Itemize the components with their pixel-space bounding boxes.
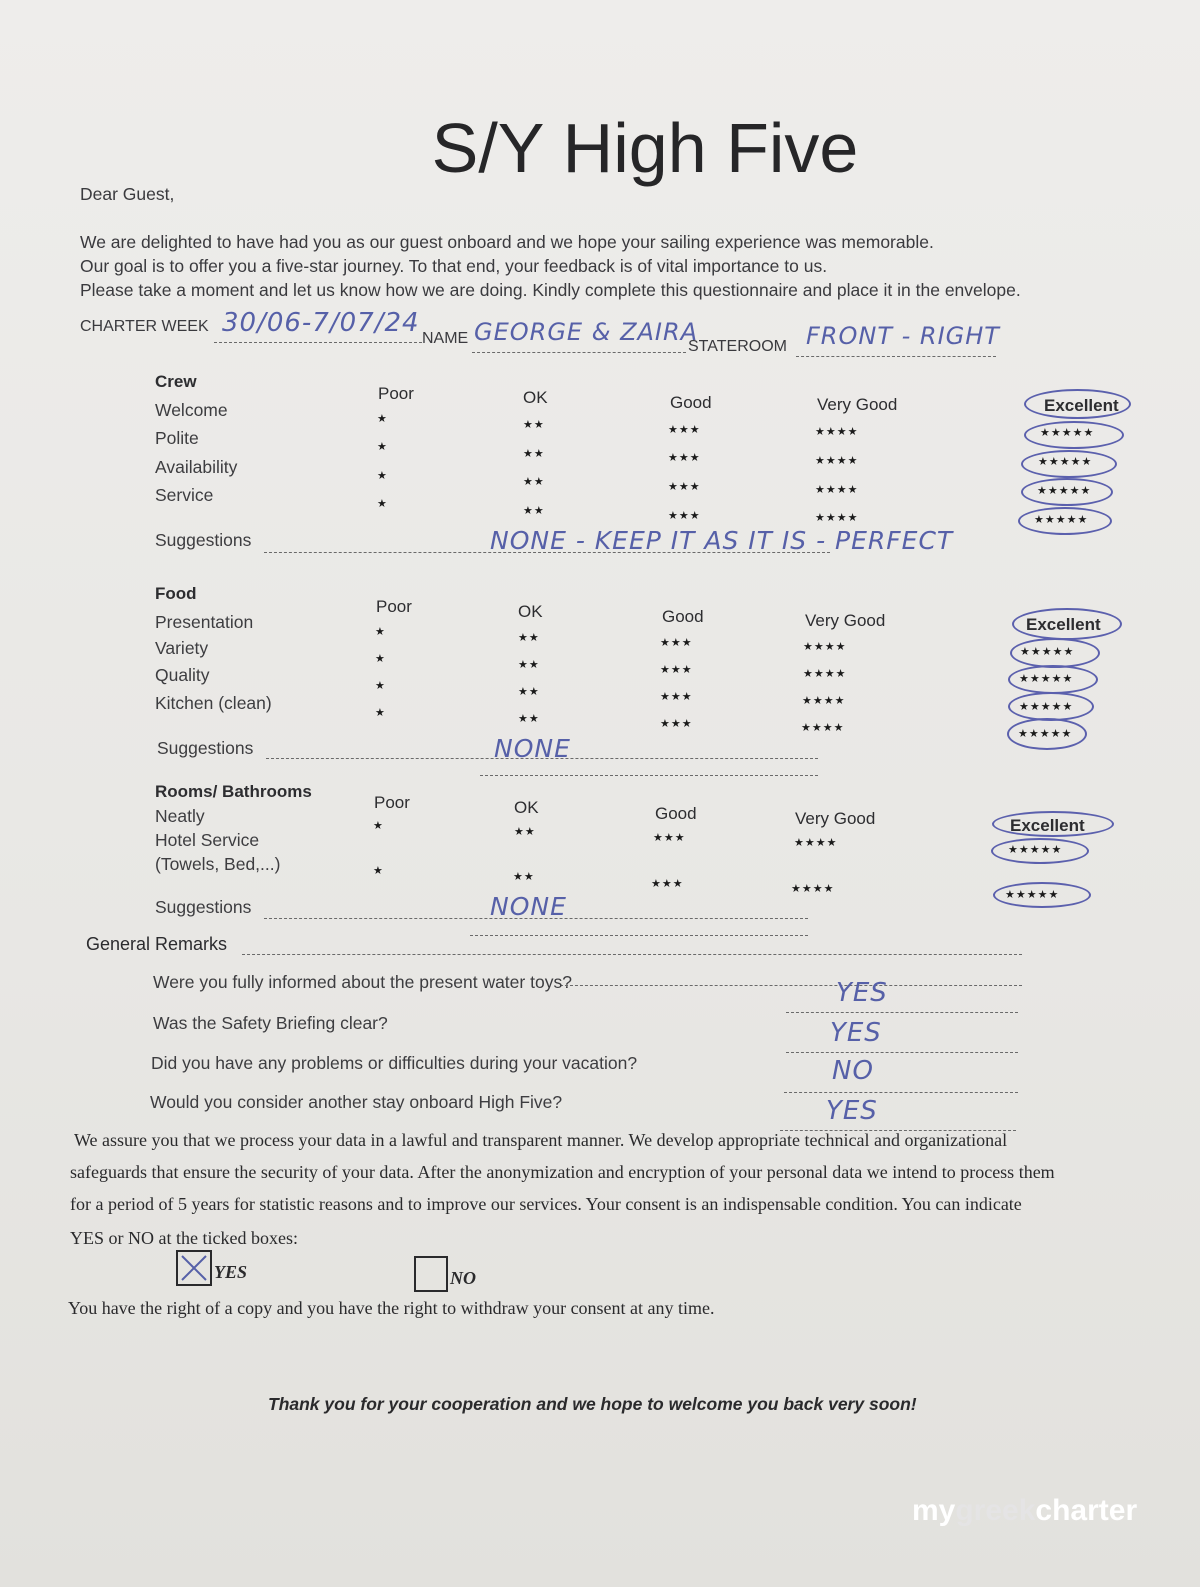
selection-circle [1010,638,1100,668]
food-row-label: Kitchen (clean) [155,693,272,713]
consent-no-checkbox[interactable] [414,1256,448,1292]
selection-circle [993,882,1091,908]
star-ok[interactable]: ★★ [514,826,536,838]
consent-yes-label: YES [214,1262,248,1282]
rooms-col-ok: OK [514,798,539,817]
crew-excellent-circle [1024,389,1131,419]
rooms-excellent-circle [992,811,1114,837]
closing-message: Thank you for your cooperation and we hope to welcome you back very soon! [268,1394,917,1414]
star-ok[interactable]: ★★ [518,659,540,671]
food-row-label: Presentation [155,612,254,632]
star-very-good[interactable]: ★★★★ [794,837,838,849]
consent-no-label: NO [450,1268,476,1288]
consent-line-2: safeguards that ensure the security of your data. After the anonymization and encryption of your personal data we intend to process them [70,1162,1055,1182]
crew-row-label: Availability [155,457,238,477]
consent-yes-checkbox[interactable] [176,1250,212,1286]
star-excellent[interactable]: ★★★★★ [1034,514,1089,526]
crew-col-poor: Poor [378,384,414,403]
crew-suggestions-label: Suggestions [155,530,252,550]
question-label: Were you fully informed about the present water toys? [153,972,572,992]
crew-col-excellent: Excellent [1044,396,1119,415]
crew-row-label: Polite [155,428,199,448]
charter-week-field[interactable]: 30/06-7/07/24 [222,308,420,338]
crew-suggestions-field[interactable]: NONE - KEEP IT AS IT IS - PERFECT [490,526,954,555]
greeting: Dear Guest, [80,184,175,204]
star-good[interactable]: ★★★ [660,664,693,676]
star-ok[interactable]: ★★ [523,419,545,431]
star-ok[interactable]: ★★ [518,632,540,644]
section-food-title: Food [155,584,197,603]
star-good[interactable]: ★★★ [668,424,701,436]
star-very-good[interactable]: ★★★★ [803,641,847,653]
star-good[interactable]: ★★★ [668,481,701,493]
star-poor[interactable]: ★ [377,413,388,425]
selection-circle [1018,507,1112,535]
star-very-good[interactable]: ★★★★ [815,426,859,438]
star-poor[interactable]: ★ [377,498,388,510]
consent-line-1: We assure you that we process your data in a lawful and transparent manner. We develop appropriate technical and organizational [74,1130,1008,1150]
section-crew-title: Crew [155,372,197,391]
rooms-col-excellent: Excellent [1010,816,1085,835]
rights-notice: You have the right of a copy and you have the right to withdraw your consent at any time. [68,1298,715,1318]
answer-field[interactable]: NO [832,1056,874,1086]
rooms-col-very-good: Very Good [795,809,876,828]
crew-col-very-good: Very Good [817,395,898,414]
star-good[interactable]: ★★★ [660,637,693,649]
crew-row-label: Welcome [155,400,228,420]
star-excellent[interactable]: ★★★★★ [1019,673,1074,685]
star-excellent[interactable]: ★★★★★ [1019,701,1074,713]
rooms-col-poor: Poor [374,793,410,812]
star-ok[interactable]: ★★ [523,476,545,488]
star-poor[interactable]: ★ [375,653,386,665]
star-good[interactable]: ★★★ [660,718,693,730]
star-very-good[interactable]: ★★★★ [802,695,846,707]
rooms-row-label: Hotel Service [155,830,260,850]
food-suggestions-label: Suggestions [157,738,254,758]
star-excellent[interactable]: ★★★★★ [1008,844,1063,856]
star-good[interactable]: ★★★ [668,452,701,464]
star-poor[interactable]: ★ [377,470,388,482]
star-ok[interactable]: ★★ [523,448,545,460]
star-excellent[interactable]: ★★★★★ [1020,646,1075,658]
food-col-ok: OK [518,602,543,621]
page-title: S/Y High Five [431,109,859,187]
question-label: Was the Safety Briefing clear? [153,1013,388,1033]
food-col-good: Good [662,607,704,626]
selection-circle [1021,450,1117,478]
section-rooms-title: Rooms/ Bathrooms [155,782,312,801]
crew-col-good: Good [670,393,712,412]
star-excellent[interactable]: ★★★★★ [1037,485,1092,497]
food-col-very-good: Very Good [805,611,886,630]
consent-line-3: for a period of 5 years for statistic reasons and to improve our services. Your consent is an indispensable condition. You can indicate [70,1194,1022,1214]
star-poor[interactable]: ★ [373,865,384,877]
selection-circle [1008,665,1098,694]
star-poor[interactable]: ★ [377,441,388,453]
charter-week-label: CHARTER WEEK [80,318,209,335]
rooms-row-label: (Towels, Bed,...) [155,854,281,874]
rooms-col-good: Good [655,804,697,823]
food-suggestions-field[interactable]: NONE [494,734,571,763]
food-col-excellent: Excellent [1026,615,1101,634]
star-good[interactable]: ★★★ [653,832,686,844]
question-label: Would you consider another stay onboard High Five? [150,1092,563,1112]
checkmark-x-icon [178,1252,210,1284]
rooms-row-label: Neatly [155,806,205,826]
intro-line-1: We are delighted to have had you as our guest onboard and we hope your sailing experience was memorable. [80,232,934,252]
star-poor[interactable]: ★ [375,680,386,692]
star-poor[interactable]: ★ [373,820,384,832]
food-row-label: Quality [155,665,210,685]
crew-row-label: Service [155,485,214,505]
selection-circle [991,838,1089,864]
star-excellent[interactable]: ★★★★★ [1018,728,1073,740]
intro-line-3: Please take a moment and let us know how we are doing. Kindly complete this questionnaire and place it in the envelope. [80,280,1021,300]
question-label: Did you have any problems or difficulties during your vacation? [151,1053,638,1073]
star-excellent[interactable]: ★★★★★ [1005,889,1060,901]
star-very-good[interactable]: ★★★★ [801,722,845,734]
answer-field[interactable]: YES [826,1096,878,1126]
rooms-suggestions-label: Suggestions [155,897,252,917]
star-poor[interactable]: ★ [375,626,386,638]
star-excellent[interactable]: ★★★★★ [1040,427,1095,439]
star-very-good[interactable]: ★★★★ [815,455,859,467]
selection-circle [1021,478,1113,506]
general-remarks-label: General Remarks [86,934,228,954]
answer-field[interactable]: YES [836,978,888,1008]
star-excellent[interactable]: ★★★★★ [1038,456,1093,468]
star-good[interactable]: ★★★ [651,878,684,890]
star-very-good[interactable]: ★★★★ [815,512,859,524]
food-col-poor: Poor [376,597,412,616]
food-excellent-circle [1012,608,1122,640]
star-ok[interactable]: ★★ [523,505,545,517]
selection-circle [1024,421,1124,449]
crew-col-ok: OK [523,388,548,407]
star-ok[interactable]: ★★ [513,871,535,883]
star-very-good[interactable]: ★★★★ [791,883,835,895]
star-very-good[interactable]: ★★★★ [815,484,859,496]
watermark-logo: mygreekcharter [912,1494,1138,1527]
name-field[interactable]: GEORGE & ZAIRA [474,318,699,346]
answer-field[interactable]: YES [830,1018,882,1048]
star-ok[interactable]: ★★ [518,686,540,698]
name-label: NAME [422,330,469,347]
star-poor[interactable]: ★ [375,707,386,719]
star-good[interactable]: ★★★ [660,691,693,703]
food-row-label: Variety [155,638,209,658]
star-good[interactable]: ★★★ [668,510,701,522]
selection-circle [1007,718,1087,750]
rooms-suggestions-field[interactable]: NONE [490,892,567,921]
star-very-good[interactable]: ★★★★ [803,668,847,680]
stateroom-label: STATEROOM [688,338,787,355]
consent-line-4: YES or NO at the ticked boxes: [70,1228,298,1248]
selection-circle [1008,692,1094,721]
intro-line-2: Our goal is to offer you a five-star journey. To that end, your feedback is of vital importance to us. [80,256,828,276]
stateroom-field[interactable]: FRONT - RIGHT [806,322,1000,350]
star-ok[interactable]: ★★ [518,713,540,725]
